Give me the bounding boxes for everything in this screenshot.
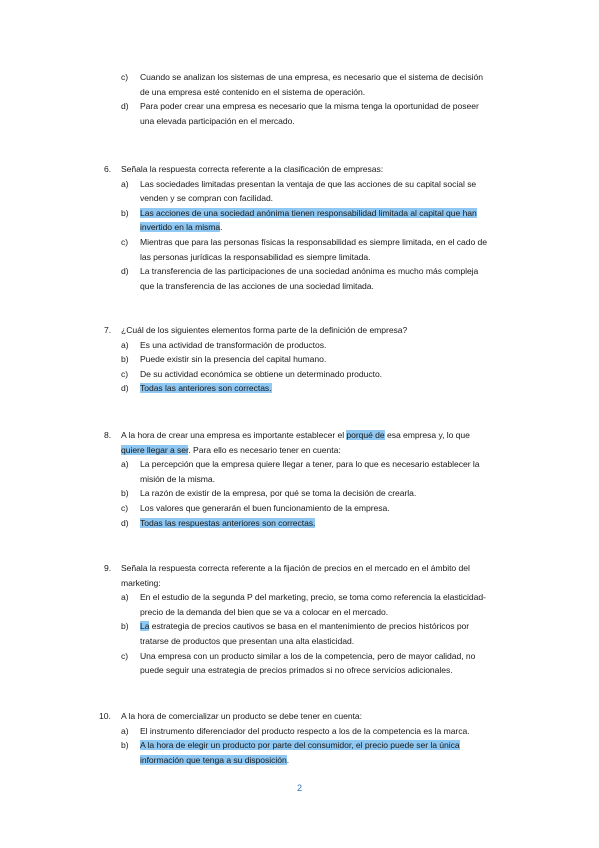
text-segment: . Para ello es necesario tener en cuenta: <box>188 444 341 455</box>
text-segment: esa empresa y, lo que <box>384 430 470 440</box>
option-letter: d) <box>121 517 129 528</box>
highlighted-text: quiere llegar a ser <box>121 444 189 455</box>
option-letter: d) <box>121 266 129 277</box>
option-letter: b) <box>121 207 129 218</box>
question-text-line <box>121 563 470 574</box>
text-segment: . <box>220 222 223 233</box>
option-text-line <box>140 116 295 127</box>
option-letter: d) <box>121 383 129 394</box>
question-number: 7. <box>104 325 112 335</box>
option-text-line <box>140 607 388 618</box>
text-segment: Las sociedades limitadas presentan la ventaja de que las acciones de su capital social se <box>140 178 477 189</box>
text-segment: A la hora de comercializar un producto se debe tener en cuenta: <box>121 711 362 721</box>
option-text-line <box>140 193 273 204</box>
text-segment: A la hora de crear una empresa es importante establecer el <box>121 430 347 440</box>
highlighted-text: Todas las anteriores son correctas. <box>140 383 272 394</box>
option-letter: d) <box>121 101 129 112</box>
question-number: 8. <box>104 430 112 440</box>
option-text-line <box>140 518 315 529</box>
option-text-line <box>140 621 469 632</box>
text-segment: Mientras que para las personas físicas la responsabilidad es siempre limitada, en el cado de <box>140 237 487 247</box>
text-segment: La transferencia de las participaciones de una sociedad anónima es mucho más compleja <box>140 266 479 277</box>
option-text-line <box>140 369 382 380</box>
highlighted-text: invertido en la misma <box>140 222 221 233</box>
text-segment: Los valores que generarán el buen funcionamiento de la empresa. <box>140 503 390 513</box>
option-text-line <box>140 72 483 83</box>
text-segment: venden y se compran con facilidad. <box>140 193 274 204</box>
option-text-line <box>140 740 460 751</box>
text-segment: de una empresa esté contenido en el sistema de operación. <box>140 86 366 97</box>
option-text-line <box>140 266 478 277</box>
question-text-line <box>121 711 362 722</box>
question-text-line <box>121 578 161 589</box>
question-number: 6. <box>104 164 112 174</box>
text-segment: En el estudio de la segunda P del marketing, precio, se toma como referencia la elasticidad- <box>140 592 486 603</box>
text-segment: El instrumento diferenciador del producto respecto a los de la competencia es la marca. <box>140 725 470 736</box>
text-segment: estrategia de precios cautivos se basa en el mantenimiento de precios históricos por <box>149 621 470 632</box>
highlighted-text: Las acciones de una sociedad anónima tienen responsabilidad limitada al capital que han <box>140 207 477 218</box>
option-letter: b) <box>121 488 129 499</box>
option-text-line <box>140 755 289 766</box>
highlighted-text: porqué de <box>346 430 385 440</box>
option-text-line <box>140 383 272 394</box>
option-text-line <box>140 101 479 112</box>
text-segment: Una empresa con un producto similar a los de la competencia, pero de mayor calidad, no <box>140 650 476 661</box>
question-number: 10. <box>99 711 111 721</box>
text-segment: puede seguir una estrategia de precios primados si no ofrece servicios adicionales. <box>140 665 453 676</box>
text-segment: De su actividad económica se obtiene un determinado producto. <box>140 368 383 379</box>
option-letter: c) <box>121 237 129 247</box>
option-letter: c) <box>121 72 129 82</box>
option-letter: c) <box>121 650 129 661</box>
highlighted-text: Todas las respuestas anteriores son correctas. <box>140 517 316 528</box>
option-text-line <box>140 87 365 98</box>
option-text-line <box>140 281 374 292</box>
text-segment: las personas jurídicas la responsabilidad es siempre limitada. <box>140 251 371 262</box>
page-number: 2 <box>296 783 302 793</box>
text-segment: ¿Cuál de los siguientes elementos forma parte de la definición de empresa? <box>121 325 408 335</box>
option-letter: c) <box>121 368 129 379</box>
text-segment: Es una actividad de transformación de productos. <box>140 339 327 350</box>
text-segment: una elevada participación en el mercado. <box>140 115 295 126</box>
question-text-line <box>121 430 470 441</box>
text-segment: Puede existir sin la presencia del capital humano. <box>140 354 327 365</box>
question-number: 9. <box>104 563 112 573</box>
option-text-line <box>140 252 370 263</box>
option-text-line <box>140 237 487 248</box>
option-text-line <box>140 503 390 514</box>
question-text-line <box>121 445 341 456</box>
option-letter: a) <box>121 725 129 736</box>
text-segment: tratarse de productos que presentan una alta elasticidad. <box>140 636 355 646</box>
option-text-line <box>140 665 453 676</box>
option-letter: b) <box>121 740 129 751</box>
text-segment: marketing: <box>121 577 161 588</box>
option-text-line <box>140 340 326 351</box>
option-letter: a) <box>121 178 129 189</box>
option-letter: a) <box>121 339 129 350</box>
text-segment: Cuando se analizan los sistemas de una empresa, es necesario que el sistema de decisión <box>140 72 483 82</box>
text-segment: que la transferencia de las acciones de una sociedad limitada. <box>140 280 374 291</box>
text-segment: La percepción que la empresa quiere llegar a tener, para lo que es necesario establecer la <box>140 459 480 470</box>
highlighted-text: La <box>140 621 150 632</box>
option-text-line <box>140 208 477 219</box>
option-text-line <box>140 222 223 233</box>
question-text-line <box>121 325 407 336</box>
option-text-line <box>140 651 475 662</box>
question-text-line <box>121 164 383 175</box>
option-letter: c) <box>121 503 129 513</box>
text-segment: . <box>286 754 290 765</box>
option-letter: a) <box>121 459 129 470</box>
highlighted-text: A la hora de elegir un producto por parte del consumidor, el precio puede ser la única <box>140 740 460 751</box>
option-letter: a) <box>121 592 129 603</box>
option-text-line <box>140 592 486 603</box>
option-text-line <box>140 354 326 365</box>
text-segment: precio de la demanda del bien que se va a colocar en el mercado. <box>140 606 389 617</box>
text-segment: Señala la respuesta correcta referente a la clasificación de empresas: <box>121 164 384 174</box>
option-letter: b) <box>121 354 129 365</box>
text-segment: Señala la respuesta correcta referente a la fijación de precios en el mercado en el ámbito del <box>121 563 470 573</box>
option-text-line <box>140 474 215 485</box>
option-text-line <box>140 726 470 737</box>
option-text-line <box>140 459 479 470</box>
option-letter: b) <box>121 621 129 632</box>
option-text-line <box>140 636 354 647</box>
text-segment: La razón de existir de la empresa, por qué se toma la decisión de crearla. <box>140 488 417 499</box>
highlighted-text: información que tenga a su disposición <box>140 754 287 765</box>
text-segment: Para poder crear una empresa es necesario que la misma tenga la oportunidad de poseer <box>140 101 479 112</box>
option-text-line <box>140 488 416 499</box>
text-segment: misión de la misma. <box>140 473 215 484</box>
option-text-line <box>140 179 476 190</box>
